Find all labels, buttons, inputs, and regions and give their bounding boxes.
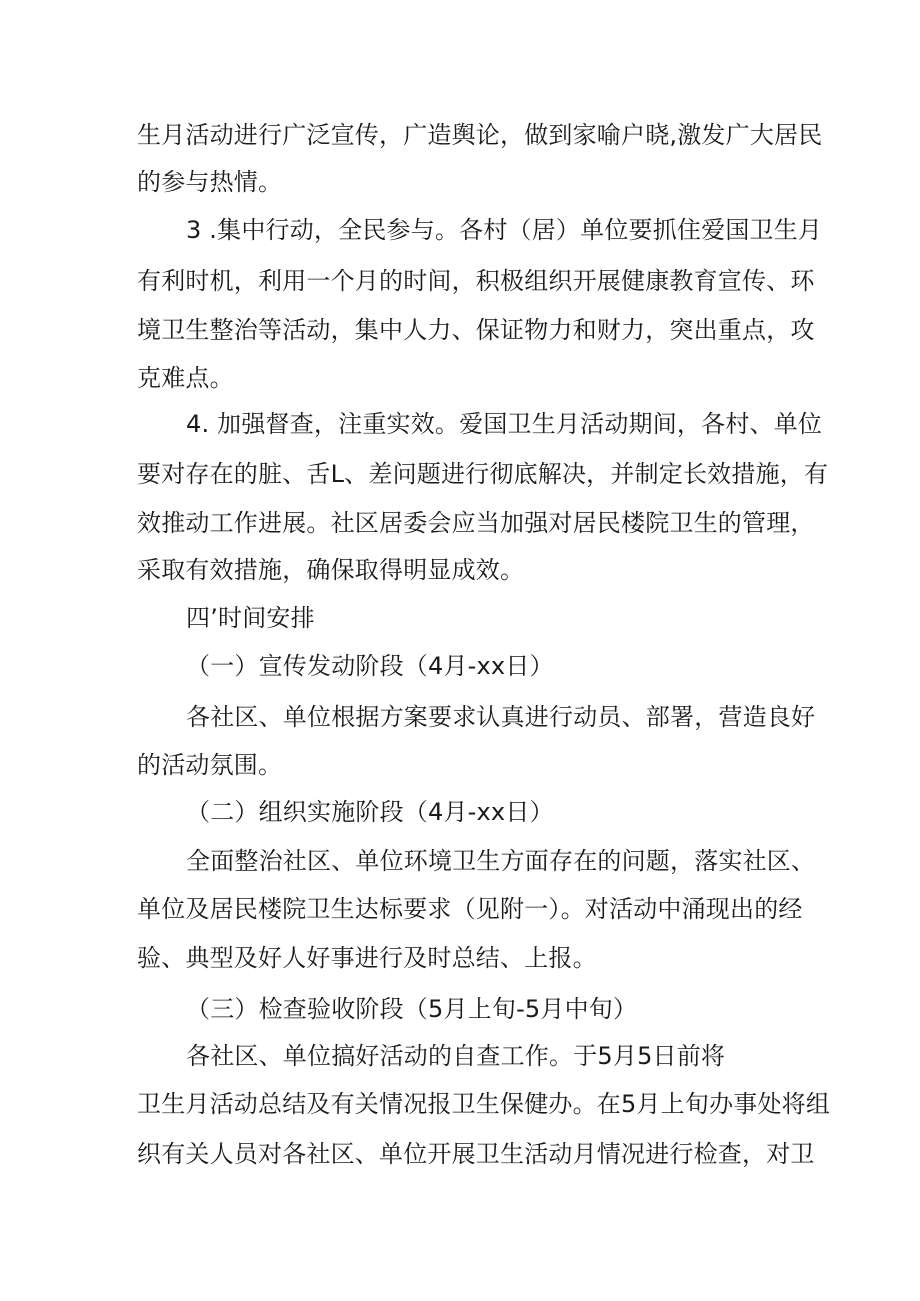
paragraph-line: 效推动工作进展。社区居委会应当加强对居民楼院卫生的管理，	[137, 509, 815, 537]
subsection-heading: （一）宣传发动阶段（4月-xx日）	[186, 652, 554, 680]
subsection-heading: （二）组织实施阶段（4月-xx日）	[186, 798, 554, 826]
paragraph-line: 验、典型及好人好事进行及时总结、上报。	[137, 944, 597, 972]
list-item-4-line: 4. 加强督查，注重实效。爱国卫生月活动期间，各村、单位	[186, 410, 823, 438]
paragraph-line: 要对存在的脏、舌L、差问题进行彻底解决，并制定长效措施，有	[137, 460, 829, 488]
paragraph-line: 生月活动进行广泛宣传，广造舆论，做到家喻户晓,激发广大居民	[137, 121, 823, 149]
paragraph-line: 各社区、单位根据方案要求认真进行动员、部署，营造良好	[186, 703, 816, 731]
list-item-3-line: 3 .集中行动，全民参与。各村（居）单位要抓住爱国卫生月	[186, 216, 823, 244]
paragraph-line: 织有关人员对各社区、单位开展卫生活动月情况进行检查，对卫	[137, 1140, 815, 1168]
paragraph-line: 的参与热情。	[137, 168, 283, 196]
paragraph-line: 各社区、单位搞好活动的自查工作。于5月5日前将	[186, 1042, 726, 1070]
paragraph-line: 全面整治社区、单位环境卫生方面存在的问题，落实社区、	[186, 847, 816, 875]
paragraph-line: 有利时机，利用一个月的时间，积极组织开展健康教育宣传、环	[137, 267, 815, 295]
paragraph-line: 克难点。	[137, 364, 234, 392]
subsection-heading: （三）检查验收阶段（5月上旬-5月中旬）	[186, 995, 638, 1023]
paragraph-line: 卫生月活动总结及有关情况报卫生保健办。在5月上旬办事处将组	[137, 1090, 831, 1118]
paragraph-line: 的活动氛围。	[137, 751, 283, 779]
paragraph-line: 境卫生整治等活动，集中人力、保证物力和财力，突出重点，攻	[137, 316, 815, 344]
paragraph-line: 采取有效措施，确保取得明显成效。	[137, 556, 525, 584]
section-heading: 四’时间安排	[186, 604, 315, 632]
paragraph-line: 单位及居民楼院卫生达标要求（见附一）。对活动中涌现出的经	[137, 895, 803, 923]
